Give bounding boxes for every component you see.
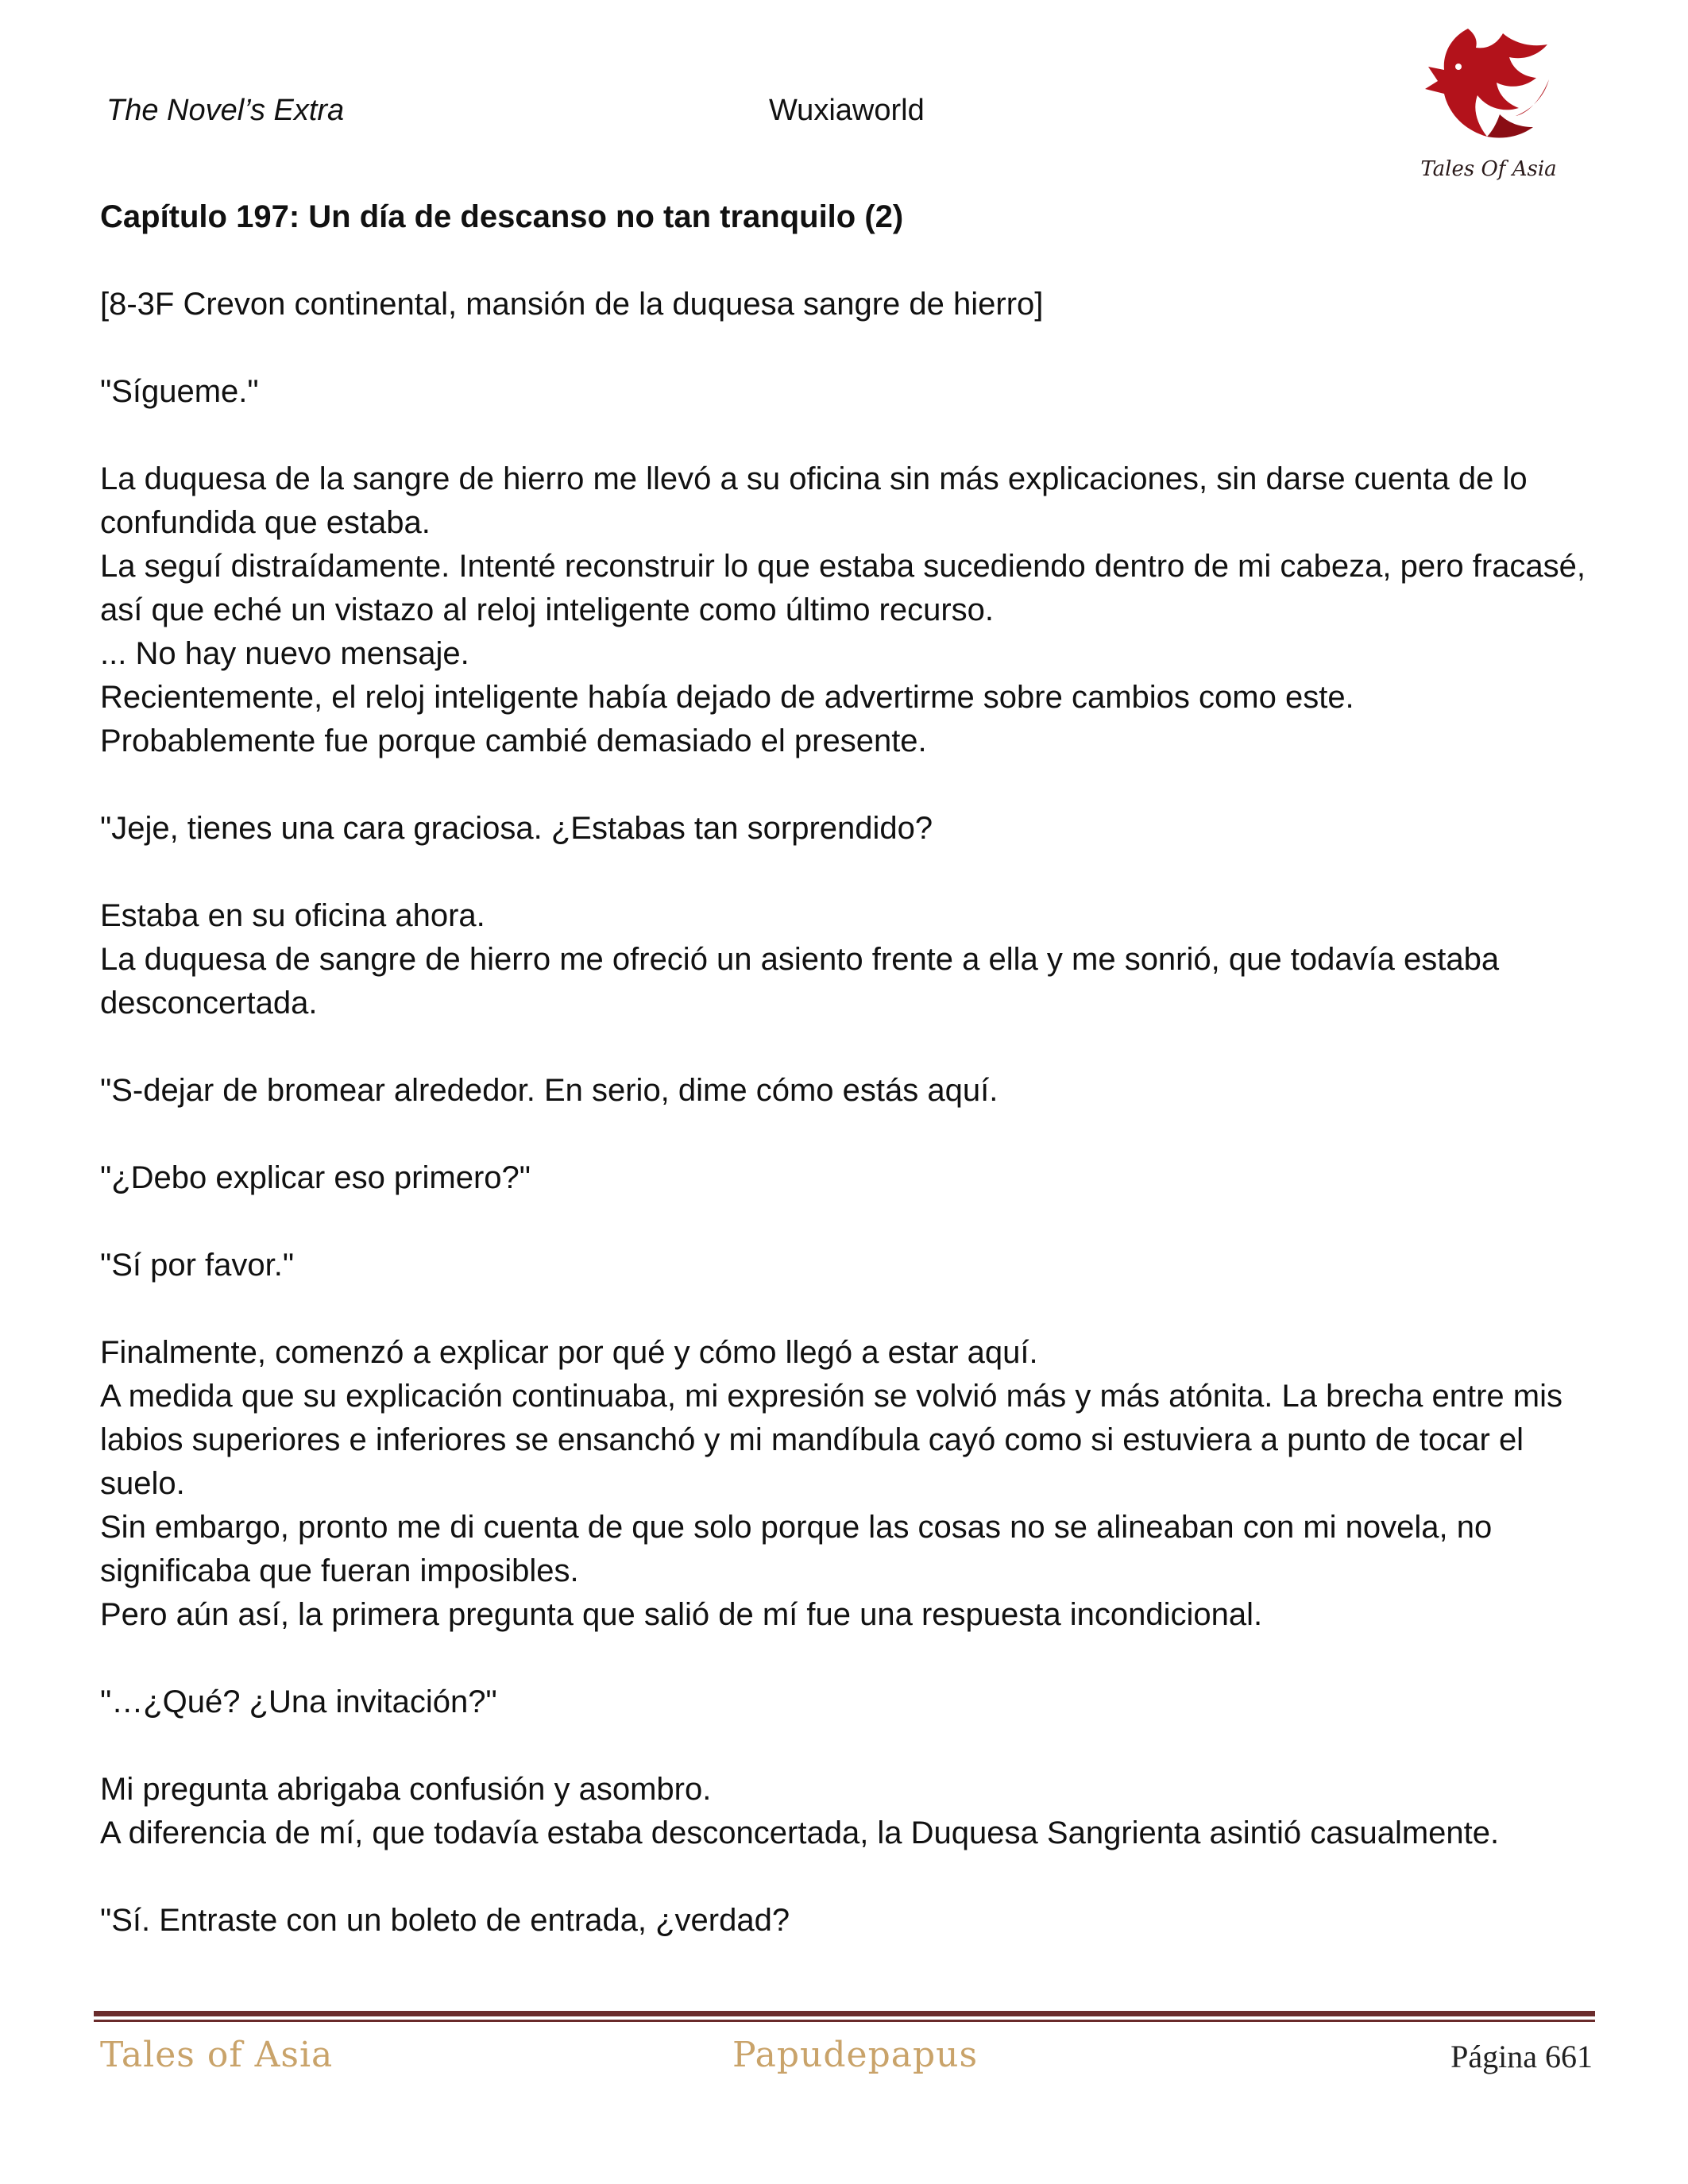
blank-line (100, 1200, 1593, 1244)
footer-center-text: Papudepapus (732, 2035, 979, 2075)
page-content (100, 195, 1593, 1943)
dragon-icon (1420, 21, 1557, 157)
footer-left-text: Tales of Asia (100, 2035, 334, 2075)
paragraph-line: La seguí distraídamente. Intenté reconstruir lo que estaba sucediendo dentro de mi cabeza, pero fracasé, así que eché un vistazo al reloj inteligente como último recurso. (100, 549, 1586, 627)
paragraph-line: Mi pregunta abrigaba confusión y asombro. (100, 1772, 712, 1807)
chapter-text (100, 283, 1593, 1943)
paragraph-line: [8-3F Crevon continental, mansión de la duquesa sangre de hierro] (100, 287, 1044, 322)
paragraph-line: Estaba en su oficina ahora. (100, 898, 485, 933)
paragraph-line: "Sígueme." (100, 374, 259, 409)
blank-line (100, 414, 1593, 457)
paragraph-line: "Sí por favor." (100, 1248, 295, 1283)
paragraph-line: "Sí. Entraste con un boleto de entrada, ¿verdad? (100, 1903, 790, 1938)
blank-line (100, 239, 1593, 283)
paragraph-line: A diferencia de mí, que todavía estaba desconcertada, la Duquesa Sangrienta asintió casualmente. (100, 1815, 1500, 1850)
paragraph-line: "¿Debo explicar eso primero?" (100, 1160, 531, 1195)
paragraph-line: Sin embargo, pronto me di cuenta de que solo porque las cosas no se alineaban con mi novela, no significaba que fueran imposibles. (100, 1510, 1493, 1588)
chapter-title: Capítulo 197: Un día de descanso no tan tranquilo (2) (100, 199, 904, 234)
blank-line (100, 1025, 1593, 1069)
page-number: Página 661 (1450, 2039, 1593, 2074)
blank-line (100, 1113, 1593, 1156)
paragraph-line: "Jeje, tienes una cara graciosa. ¿Estabas tan sorprendido? (100, 811, 933, 846)
paragraph-line: Finalmente, comenzó a explicar por qué y cómo llegó a estar aquí. (100, 1335, 1038, 1370)
paragraph-line: La duquesa de sangre de hierro me ofreció un asiento frente a ella y me sonrió, que todavía estaba desconcertada. (100, 942, 1500, 1021)
paragraph-line: "…¿Qué? ¿Una invitación?" (100, 1684, 497, 1719)
tales-of-asia-logo (1420, 21, 1557, 187)
blank-line (100, 1724, 1593, 1768)
blank-line (100, 763, 1593, 807)
header-site-name: Wuxiaworld (769, 94, 925, 127)
footer-divider (94, 2011, 1595, 2022)
header-book-title: The Novel’s Extra (106, 94, 345, 127)
paragraph-line: Probablemente fue porque cambié demasiado el presente. (100, 723, 927, 758)
paragraph-line: Recientemente, el reloj inteligente había dejado de advertirme sobre cambios como este. (100, 680, 1354, 715)
blank-line (100, 326, 1593, 370)
paragraph-line: Pero aún así, la primera pregunta que salió de mí fue una respuesta incondicional. (100, 1597, 1263, 1632)
paragraph-line: ... No hay nuevo mensaje. (100, 636, 469, 671)
paragraph-line: "S-dejar de bromear alrededor. En serio, dime cómo estás aquí. (100, 1073, 999, 1108)
blank-line (100, 1855, 1593, 1899)
logo-text: Tales Of Asia (1420, 157, 1557, 181)
blank-line (100, 1637, 1593, 1680)
blank-line (100, 851, 1593, 894)
paragraph-line: A medida que su explicación continuaba, mi expresión se volvió más y más atónita. La brecha entre mis labios superiores e inferiores se ensanchó y mi mandíbula cayó como si estuviera a punto de tocar el suelo. (100, 1379, 1562, 1501)
blank-line (100, 1287, 1593, 1331)
paragraph-line: La duquesa de la sangre de hierro me llevó a su oficina sin más explicaciones, sin darse cuenta de lo confundida que estaba. (100, 461, 1528, 540)
